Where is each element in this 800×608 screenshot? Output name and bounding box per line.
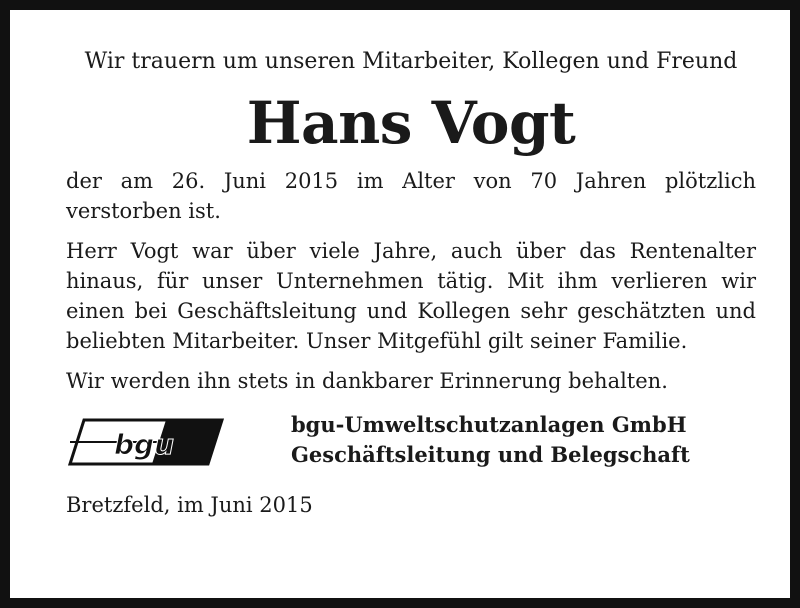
signature-block	[66, 410, 756, 480]
paragraph-remembrance: Wir werden ihn stets in dankbarer Erinnerung behalten.	[66, 369, 668, 393]
place-and-date: Bretzfeld, im Juni 2015	[66, 493, 313, 517]
company-name: bgu-Umweltschutzanlagen GmbH	[291, 412, 687, 437]
deceased-name: Hans Vogt	[246, 89, 576, 157]
notice-content	[66, 46, 756, 520]
logo-lettering: bgu	[113, 428, 175, 461]
paragraph-death-info: der am 26. Juni 2015 im Alter von 70 Jahren plötzlich verstorben ist.	[66, 169, 756, 223]
company-signature	[291, 410, 690, 470]
intro-line: Wir trauern um unseren Mitarbeiter, Kollegen und Freund	[84, 49, 738, 74]
paragraph-tribute: Herr Vogt war über viele Jahre, auch über das Rentenalter hinaus, für unser Unternehmen tätig. Mit ihm verlieren wir einen bei Geschäftsleitung und Kollegen sehr geschätzten und beliebten Mitarbeiter. Unser Mitgefühl gilt seiner Familie.	[66, 239, 756, 353]
bgu-logo	[66, 414, 226, 470]
company-signatories: Geschäftsleitung und Belegschaft	[291, 442, 690, 467]
